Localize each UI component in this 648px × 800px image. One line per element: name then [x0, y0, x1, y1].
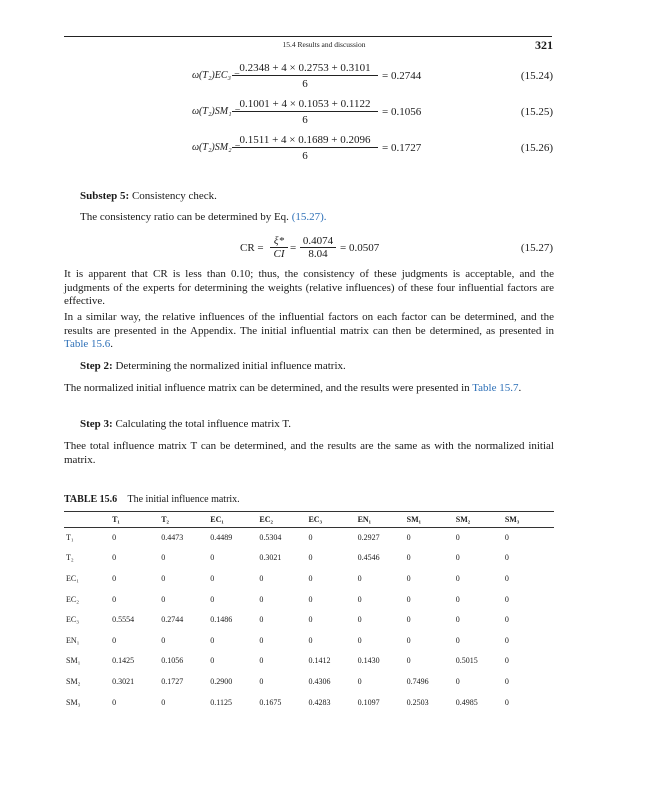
table-cell: 0.5304: [259, 532, 282, 542]
column-header: T₂: [161, 515, 169, 524]
column-header: SM₂: [455, 515, 471, 524]
table-cell: 0: [357, 676, 362, 686]
paragraph-normalized: The normalized initial influence matrix can be determined, and the results were presented in Table 15.7.: [64, 382, 522, 394]
table-cell: 0: [308, 532, 313, 542]
equation-lhs: ω(T₂)SM₁ =: [192, 106, 241, 117]
table-row: [64, 671, 554, 692]
column-header: EC₁: [210, 515, 224, 524]
equation-15-26: [0, 134, 648, 164]
table-row: [64, 651, 554, 672]
table-cell: 0: [161, 697, 166, 707]
paragraph-total-influence: Thee total influence matrix T can be determined, and the results are the same as with the normalized initial matrix.: [64, 440, 554, 466]
equation-15-24: [0, 62, 648, 92]
table-cell: 0: [504, 615, 509, 625]
table-cell: 0: [504, 697, 509, 707]
row-header: EC₃: [66, 615, 80, 625]
table-cell: 0: [504, 676, 509, 686]
row-header: EC₁: [66, 573, 80, 583]
table-cell: 0: [308, 615, 313, 625]
equation-denominator: 6: [302, 78, 308, 90]
cr-num1: ξ*: [270, 235, 288, 248]
table-cell: 0.2744: [161, 615, 184, 625]
column-header: [64, 512, 112, 527]
table-cell: 0: [406, 635, 411, 645]
table-cell: 0: [161, 553, 166, 563]
table-cell: 0: [259, 635, 264, 645]
cr-lhs: CR =: [240, 242, 264, 254]
table-cell: 0: [455, 553, 460, 563]
equation-numerator: 0.1001 + 4 × 0.1053 + 0.1122: [232, 98, 378, 112]
equation-lhs: ω(T₂)EC₃ =: [192, 70, 241, 81]
table-cell: 0: [259, 573, 264, 583]
equation-numerator: 0.1511 + 4 × 0.1689 + 0.2096: [232, 134, 378, 148]
table-cell: 0: [210, 594, 215, 604]
cr-den2: 8.04: [308, 248, 328, 260]
table-number: TABLE 15.6: [64, 494, 118, 505]
table-cell: 0: [504, 553, 509, 563]
cr-equals: =: [290, 242, 297, 254]
table-cell: 0: [455, 615, 460, 625]
equation-fraction: [232, 98, 378, 126]
table-cell: 0: [112, 594, 117, 604]
table-cell: 0: [455, 594, 460, 604]
table-cell: 0.2927: [357, 532, 380, 542]
row-header: T₂: [66, 553, 74, 563]
equation-rhs: = 0.2744: [382, 70, 422, 82]
table-cell: 0: [259, 676, 264, 686]
table-cell: 0: [112, 635, 117, 645]
equation-rhs: = 0.1056: [382, 106, 422, 118]
equation-rhs: = 0.1727: [382, 142, 422, 154]
row-header: SM₂: [66, 676, 81, 686]
table-cell: 0: [308, 635, 313, 645]
table-cell: 0: [210, 656, 215, 666]
equation-15-25: [0, 98, 648, 128]
header-rule: [64, 36, 552, 37]
table-cell: 0: [259, 615, 264, 625]
equation-denominator: 6: [302, 114, 308, 126]
table-cell: 0: [504, 656, 509, 666]
table-cell: 0: [357, 615, 362, 625]
table-cell: 0: [161, 635, 166, 645]
table-cell: 0: [455, 635, 460, 645]
paragraph-cr-result: It is apparent that CR is less than 0.10; thus, the consistency of these judgments is acceptable, and the judgments of the experts for determining the weights (relative influences) of these four influential factors are effective.: [64, 268, 554, 307]
cr-fraction-2: [300, 235, 336, 260]
table-link[interactable]: Table 15.7: [472, 382, 519, 394]
table-cell: 0: [406, 615, 411, 625]
table-cell: 0: [308, 594, 313, 604]
table-cell: 0: [504, 594, 509, 604]
column-header: EC₃: [308, 515, 322, 524]
equation-lhs: ω(T₂)SM₂ =: [192, 142, 241, 153]
page-number: 321: [535, 38, 553, 52]
table-cell: 0: [504, 532, 509, 542]
table-row: [64, 609, 554, 630]
table-cell: 0: [210, 573, 215, 583]
influence-matrix-table: [64, 512, 554, 712]
table-cell: 0.4489: [210, 532, 233, 542]
table-row: [64, 692, 554, 713]
table-cell: 0: [406, 656, 411, 666]
substep-text: Consistency check.: [131, 190, 217, 202]
table-cell: 0.4283: [308, 697, 331, 707]
substep-heading: [80, 190, 570, 204]
table-cell: 0.7496: [406, 676, 429, 686]
cr-den1: CI: [273, 248, 285, 260]
table-cell: 0: [504, 573, 509, 583]
table-cell: 0: [259, 594, 264, 604]
table-cell: 0.2900: [210, 676, 233, 686]
table-cell: 0.5554: [112, 615, 135, 625]
column-header: T₁: [112, 515, 120, 524]
column-header: EN₁: [357, 515, 372, 524]
table-cell: 0: [161, 594, 166, 604]
step-label: Step 3:: [80, 418, 113, 430]
table-cell: 0.4546: [357, 553, 380, 563]
equation-fraction: [232, 62, 378, 90]
table-cell: 0: [210, 635, 215, 645]
table-row: [64, 548, 554, 569]
table-cell: 0.3021: [259, 553, 282, 563]
cr-rhs: = 0.0507: [340, 242, 380, 254]
table-cell: 0.1056: [161, 656, 184, 666]
table-row: [64, 630, 554, 651]
table-cell: 0: [455, 676, 460, 686]
table-cell: 0.4306: [308, 676, 331, 686]
table-cell: 0: [161, 573, 166, 583]
table-cell: 0.1486: [210, 615, 233, 625]
column-header: EC₂: [259, 515, 273, 524]
table-cell: 0: [357, 594, 362, 604]
row-header: EC₂: [66, 594, 80, 604]
table-caption-text: The initial influence matrix.: [127, 494, 240, 505]
table-cell: 0: [210, 553, 215, 563]
table-row: [64, 568, 554, 589]
cr-fraction-1: [270, 235, 288, 260]
table-cell: 0: [406, 532, 411, 542]
running-title: 15.4 Results and discussion: [282, 40, 366, 49]
table-cell: 0: [406, 553, 411, 563]
paragraph-text: The normalized initial influence matrix can be determined, and the results were presented in: [64, 382, 470, 394]
table-cell: 0.1675: [259, 697, 282, 707]
row-header: EN₁: [66, 635, 80, 645]
table-cell: 0: [259, 656, 264, 666]
step2-heading: [80, 360, 570, 374]
table-cell: 0: [406, 594, 411, 604]
table-cell: 0.1430: [357, 656, 380, 666]
column-header: SM₁: [406, 515, 422, 524]
table-row: [64, 589, 554, 610]
substep-label: Substep 5:: [80, 190, 130, 202]
table-cell: 0: [504, 635, 509, 645]
equation-number: (15.27): [520, 242, 553, 254]
equation-numerator: 0.2348 + 4 × 0.2753 + 0.3101: [232, 62, 378, 76]
table-cell: 0: [455, 573, 460, 583]
table-cell: 0: [308, 553, 313, 563]
table-header-row: [64, 512, 554, 527]
step-text: Calculating the total influence matrix T.: [115, 418, 291, 430]
step-label: Step 2:: [80, 360, 113, 372]
table-cell: 0.1425: [112, 656, 135, 666]
equation-15-27: [0, 235, 648, 261]
table-link[interactable]: Table 15.6: [64, 338, 111, 350]
table-cell: 0: [308, 573, 313, 583]
table-cell: 0.4473: [161, 532, 184, 542]
table-cell: 0.1727: [161, 676, 184, 686]
table-caption: [64, 494, 240, 505]
row-header: SM₁: [66, 656, 81, 666]
table-cell: 0: [406, 573, 411, 583]
equation-number: (15.24): [520, 70, 553, 82]
table-row: [64, 527, 554, 548]
row-header: T₁: [66, 532, 74, 542]
table-cell: 0: [112, 697, 117, 707]
table-cell: 0.1097: [357, 697, 380, 707]
table-cell: 0.5015: [455, 656, 478, 666]
column-header: SM₃: [504, 515, 520, 524]
equation-link[interactable]: (15.27).: [291, 211, 327, 223]
table-cell: 0: [112, 532, 117, 542]
row-header: SM₃: [66, 697, 81, 707]
table-cell: 0: [357, 573, 362, 583]
table-cell: 0: [112, 573, 117, 583]
table-cell: 0: [357, 635, 362, 645]
equation-number: (15.26): [520, 142, 553, 154]
consistency-intro-text: The consistency ratio can be determined by Eq.: [80, 211, 289, 223]
table-cell: 0.3021: [112, 676, 135, 686]
table-cell: 0.1125: [210, 697, 232, 707]
table-cell: 0.2503: [406, 697, 429, 707]
equation-denominator: 6: [302, 150, 308, 162]
table-cell: 0.1412: [308, 656, 331, 666]
equation-number: (15.25): [520, 106, 553, 118]
table-cell: 0: [112, 553, 117, 563]
paragraph-text: In a similar way, the relative influences of the influential factors on each factor can be determined, and the results are presented in the Appendix. The initial influential matrix can then be determined, as presented in: [64, 311, 554, 337]
step3-heading: [80, 418, 570, 432]
table-cell: 0.4985: [455, 697, 478, 707]
paragraph-relative-influences: In a similar way, the relative influences of the influential factors on each factor can be determined, and the results are presented in the Appendix. The initial influential matrix can then be determined, as presented in Table 15.6.: [64, 311, 554, 350]
consistency-intro: [80, 211, 570, 225]
cr-num2: 0.4074: [300, 235, 336, 248]
step-text: Determining the normalized initial influence matrix.: [115, 360, 346, 372]
table-cell: 0: [455, 532, 460, 542]
equation-fraction: [232, 134, 378, 162]
